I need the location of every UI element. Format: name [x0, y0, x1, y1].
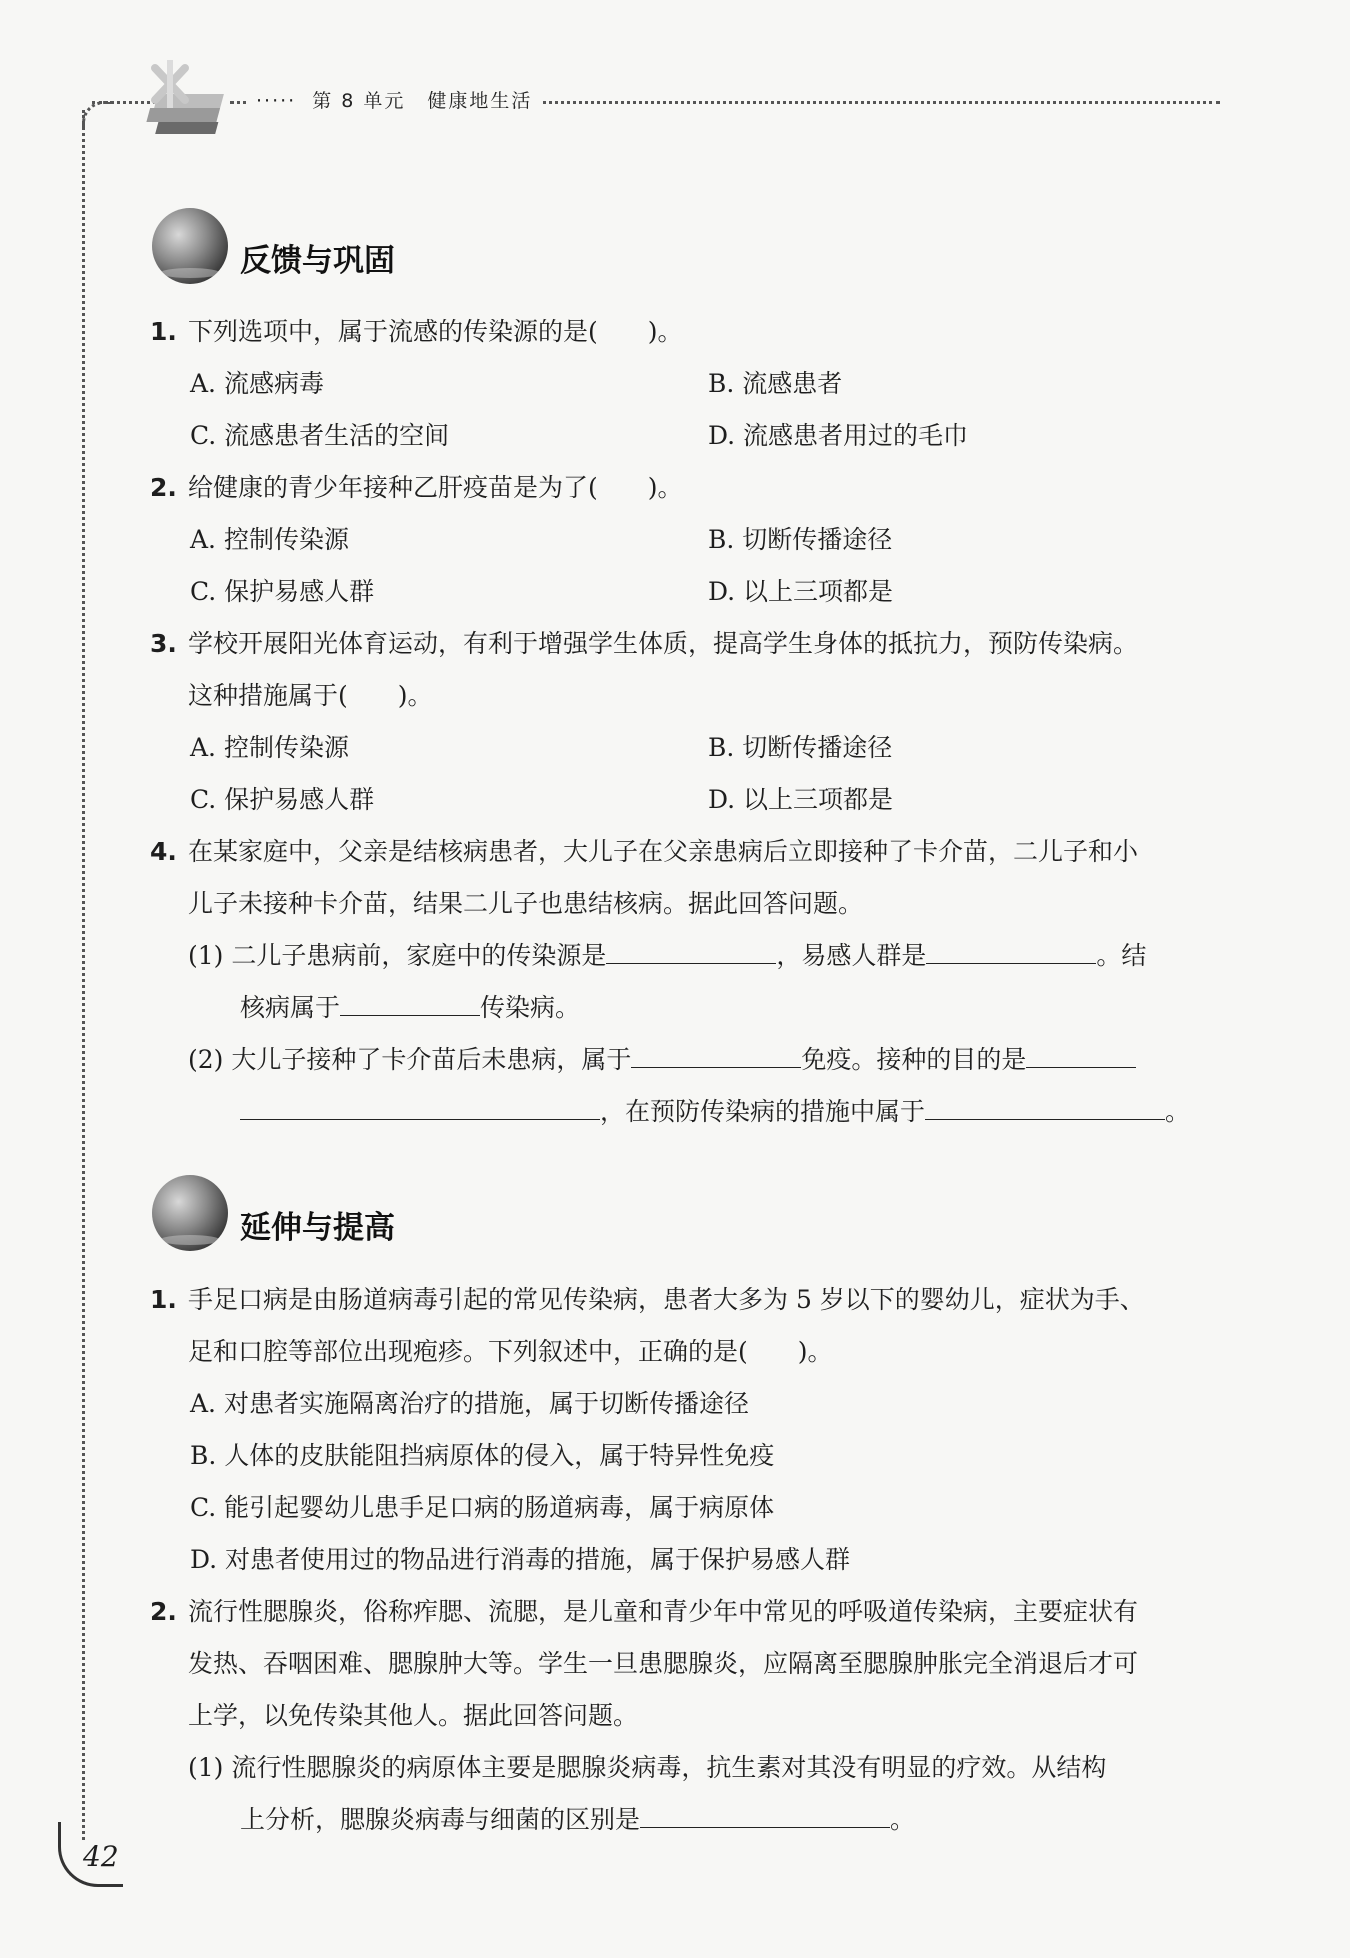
option-d: D. 对患者使用过的物品进行消毒的措施，属于保护易感人群 — [190, 1545, 851, 1574]
question-number: 3. — [150, 629, 177, 658]
answer-blank[interactable] — [1026, 1037, 1136, 1068]
question-stem: 手足口病是由肠道病毒引起的常见传染病，患者大多为 5 岁以下的婴幼儿，症状为手、 — [188, 1285, 1145, 1314]
left-dotted-border — [82, 110, 85, 1840]
section-title: 反馈与巩固 — [240, 242, 395, 279]
question-3 — [150, 618, 1138, 670]
subquestion-text: 上分析，腮腺炎病毒与细菌的区别是 — [240, 1805, 641, 1834]
question-4 — [150, 826, 1138, 878]
subquestion-1-cont — [240, 982, 580, 1034]
question-4-stem-cont: 儿子未接种卡介苗，结果二儿子也患结核病。据此回答问题。 — [188, 889, 864, 918]
question-stem: 下列选项中，属于流感的传染源的是( )。 — [188, 317, 683, 346]
subquestion-text: 免疫。接种的目的是 — [801, 1045, 1027, 1074]
option-a: A. 控制传染源 — [190, 733, 349, 762]
question-stem: 流行性腮腺炎，俗称痄腮、流腮，是儿童和青少年中常见的呼吸道传染病，主要症状有 — [188, 1597, 1139, 1626]
subquestion-text: 。 — [1165, 1097, 1191, 1126]
subquestion-text: (2) 大儿子接种了卡介苗后未患病，属于 — [188, 1045, 632, 1074]
running-header: ····· 第 8 单元 健康地生活 — [248, 86, 540, 113]
question-1 — [150, 1274, 1145, 1326]
header-title: 健康地生活 — [427, 90, 533, 112]
option-d: D. 流感患者用过的毛巾 — [708, 421, 969, 450]
subquestion-1 — [188, 930, 1146, 982]
question-3-stem-cont: 这种措施属于( )。 — [188, 681, 433, 710]
subquestion-text: ，在预防传染病的措施中属于 — [600, 1097, 926, 1126]
globe-icon — [152, 1175, 228, 1251]
option-c: C. 能引起婴幼儿患手足口病的肠道病毒，属于病原体 — [190, 1493, 775, 1522]
option-d: D. 以上三项都是 — [708, 577, 894, 606]
option-a: A. 对患者实施隔离治疗的措施，属于切断传播途径 — [190, 1389, 749, 1418]
option-b: B. 切断传播途径 — [708, 525, 893, 554]
question-2-stem-cont: 发热、吞咽困难、腮腺肿大等。学生一旦患腮腺炎，应隔离至腮腺肿胀完全消退后才可 — [188, 1649, 1139, 1678]
question-number: 4. — [150, 837, 177, 866]
option-d: D. 以上三项都是 — [708, 785, 894, 814]
question-1 — [150, 306, 683, 358]
question-number: 2. — [150, 1597, 177, 1626]
subquestion-text: 核病属于 — [240, 993, 341, 1022]
subquestion-text: (1) 二儿子患病前，家庭中的传染源是 — [188, 941, 607, 970]
option-b: B. 流感患者 — [708, 369, 843, 398]
option-c: C. 保护易感人群 — [190, 785, 375, 814]
option-a: A. 控制传染源 — [190, 525, 349, 554]
question-2 — [150, 1586, 1138, 1638]
border-corner — [82, 101, 111, 130]
option-b: B. 切断传播途径 — [708, 733, 893, 762]
question-stem: 学校开展阳光体育运动，有利于增强学生体质，提高学生身体的抵抗力，预防传染病。 — [188, 629, 1139, 658]
option-b: B. 人体的皮肤能阻挡病原体的侵入，属于特异性免疫 — [190, 1441, 775, 1470]
page-number: 42 — [83, 1840, 119, 1873]
section-heading-feedback — [152, 208, 395, 284]
answer-blank[interactable] — [606, 933, 776, 964]
answer-blank[interactable] — [925, 1089, 1165, 1120]
question-number: 2. — [150, 473, 177, 502]
option-a: A. 流感病毒 — [190, 369, 324, 398]
subquestion-2 — [188, 1034, 1136, 1086]
question-1-stem-cont: 足和口腔等部位出现疱疹。下列叙述中，正确的是( )。 — [188, 1337, 833, 1366]
question-2 — [150, 462, 683, 514]
subquestion-1: (1) 流行性腮腺炎的病原体主要是腮腺炎病毒，抗生素对其没有明显的疗效。从结构 — [188, 1753, 1107, 1782]
globe-icon — [152, 208, 228, 284]
page-number-badge — [58, 1822, 123, 1887]
answer-blank[interactable] — [340, 985, 480, 1016]
subquestion-text: 。 — [890, 1805, 916, 1834]
question-number: 1. — [150, 1285, 177, 1314]
answer-blank[interactable] — [240, 1089, 600, 1120]
question-stem: 给健康的青少年接种乙肝疫苗是为了( )。 — [188, 473, 683, 502]
subquestion-1-cont — [240, 1794, 915, 1846]
answer-blank[interactable] — [640, 1797, 890, 1828]
subquestion-text: ，易感人群是 — [776, 941, 927, 970]
header-unit: 第 8 单元 — [312, 90, 406, 112]
subquestion-2-cont — [240, 1086, 1190, 1138]
option-c: C. 保护易感人群 — [190, 577, 375, 606]
subquestion-text: 。结 — [1096, 941, 1147, 970]
answer-blank[interactable] — [926, 933, 1096, 964]
subquestion-text: 传染病。 — [480, 993, 581, 1022]
option-c: C. 流感患者生活的空间 — [190, 421, 450, 450]
question-number: 1. — [150, 317, 177, 346]
section-heading-extension — [152, 1175, 395, 1251]
answer-blank[interactable] — [631, 1037, 801, 1068]
question-2-stem-cont2: 上学，以免传染其他人。据此回答问题。 — [188, 1701, 639, 1730]
books-logo-icon — [145, 60, 250, 145]
section-title: 延伸与提高 — [240, 1209, 395, 1246]
question-stem: 在某家庭中，父亲是结核病患者，大儿子在父亲患病后立即接种了卡介苗，二儿子和小 — [188, 837, 1139, 866]
